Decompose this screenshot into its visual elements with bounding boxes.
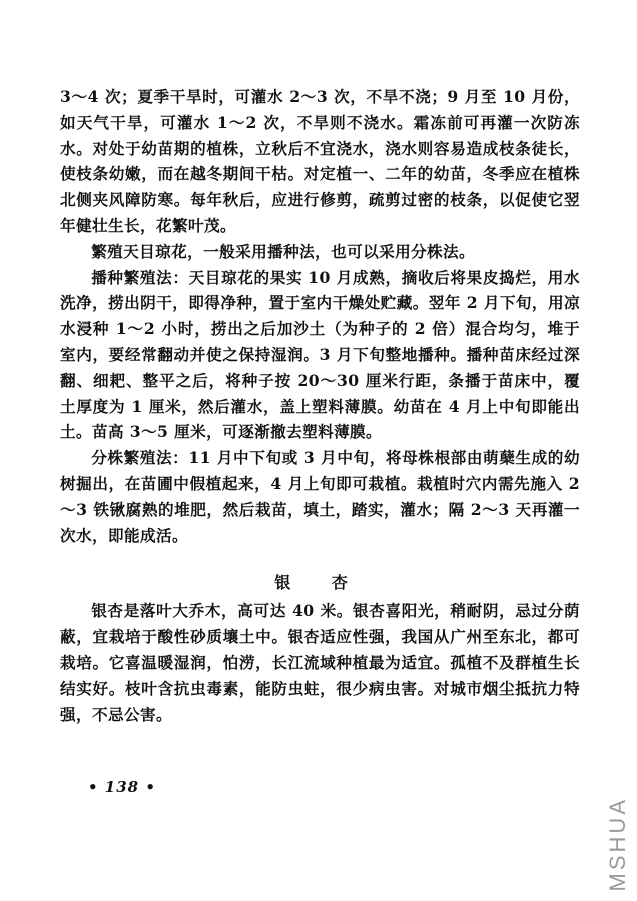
watermark-text: MSHUA (605, 796, 630, 891)
page-number: • 138 • (88, 778, 156, 796)
section-title-ginkgo: 银 杏 (274, 573, 366, 593)
paragraph-watering-pruning: 3～4 次；夏季干旱时，可灌水 2～3 次，不旱不浇；9 月至 10 月份，如天气干旱，可灌水 1～2 次，不旱则不浇水。霜冻前可再灌一次防冻水。对处于幼苗期的植株，立秋后不宜浇水，浇水则容易造成枝条徒长，使枝条幼嫩，而在越冬期间干枯。对定植一、二年的幼苗，冬季应在植株北侧夹风障防寒。每年秋后，应进行修剪，疏剪过密的枝条，以促使它翌年健壮生长，花繁叶茂。 (60, 87, 580, 235)
paragraph-division-propagation: 分株繁殖法：11 月中下旬或 3 月中旬，将母株根部由萌蘖生成的幼树掘出，在苗圃中假植起来，4 月上旬即可栽植。栽植时穴内需先施入 2～3 铁锹腐熟的堆肥，然后栽苗，填土，踏实，灌水；隔 2～3 天再灌一次水，即能成活。 (60, 448, 580, 545)
paragraph-propagation-intro: 繁殖天目琼花，一般采用播种法，也可以采用分株法。 (91, 241, 476, 261)
document-page (60, 84, 580, 727)
paragraph-seed-propagation: 播种繁殖法：天目琼花的果实 10 月成熟，摘收后将果皮捣烂，用水洗净，捞出阴干，即得净种，置于室内干燥处贮藏。翌年 2 月下旬，用凉水浸种 1～2 小时，捞出之后加沙土（为种子的 2 倍）混合均匀，堆于室内，要经常翻动并使之保持湿润。3 月下旬整地播种。播种苗床经过深翻、细耙、整平之后，将种子按 20～30 厘米行距，条播于苗床中，覆土厚度为 1 厘米，然后灌水，盖上塑料薄膜。幼苗在 4 月上中旬即能出土。苗高 3～5 厘米，可逐渐撤去塑料薄膜。 (60, 267, 580, 442)
paragraph-ginkgo: 银杏是落叶大乔木，高可达 40 米。银杏喜阳光，稍耐阴，忌过分荫蔽，宜栽培于酸性砂质壤土中。银杏适应性强，我国从广州至东北，都可栽培。它喜温暖湿润，怕涝，长江流域种植最为适宜。孤植不及群植生长结实好。枝叶含抗虫毒素，能防虫蛀，很少病虫害。对城市烟尘抵抗力特强，不忌公害。 (60, 601, 580, 724)
